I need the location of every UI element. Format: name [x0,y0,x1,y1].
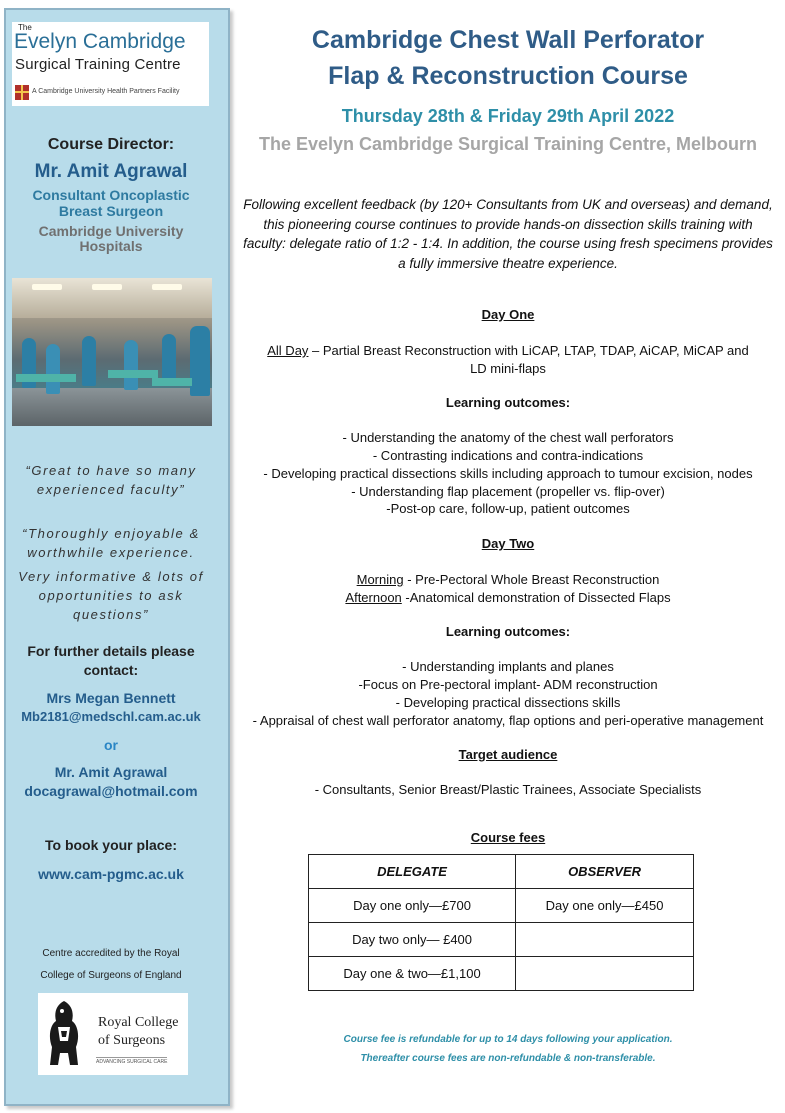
day-one-all-day [236,342,780,360]
title-line-1: Cambridge Chest Wall Perforator [311,26,705,54]
course-director-heading: Course Director: [47,136,175,153]
evelyn-cambridge-logo [12,22,209,106]
contact1-name: Mrs Megan Bennett [46,690,176,706]
day-one-all-day-cont: LD mini-flaps [470,361,546,376]
delegate-header: DELEGATE [309,855,516,889]
fee-cell: Day one only—£700 [309,889,516,923]
target-audience-heading: Target audience [458,747,558,762]
course-fees-table [308,854,694,991]
page-title [236,22,780,94]
contact-or: or [104,737,118,753]
logo-tagline: A Cambridge University Health Partners Facility [32,88,180,95]
day-two-afternoon [236,589,780,607]
refund-footnote-line-1: Course fee is refundable for up to 14 days following your application. [343,1034,673,1045]
booking-heading: To book your place: [45,837,177,853]
booking-url-link[interactable]: www.cam-pgmc.ac.uk [38,866,184,882]
crest-icon [15,85,29,100]
observer-header: OBSERVER [516,855,694,889]
all-day-label: All Day [267,343,309,358]
testimonial-quote-1: “Great to have so many experienced faculty” [25,463,197,497]
day-two-outcome: -Focus on Pre-pectoral implant- ADM reconstruction [358,677,658,692]
griffin-crest-icon [44,997,84,1069]
day-one-outcomes-heading: Learning outcomes: [445,395,571,410]
target-audience-text: - Consultants, Senior Breast/Plastic Trainees, Associate Specialists [314,782,702,797]
rcs-name-line-1: Royal College [98,1015,179,1030]
logo-subtitle: Surgical Training Centre [15,56,181,73]
rcs-name-line-2: of Surgeons [98,1033,166,1048]
accreditation-text [0,943,222,987]
morning-label: Morning [356,572,404,587]
operating-theatre-photo [12,278,212,426]
contact2-name: Mr. Amit Agrawal [54,764,168,780]
day-two-heading: Day Two [481,536,535,551]
day-one-outcome: - Contrasting indications and contra-indications [372,448,644,463]
accreditation-line-1: Centre accredited by the Royal [42,948,180,959]
day-two-outcome: - Understanding implants and planes [402,659,614,674]
day-two-outcomes-heading: Learning outcomes: [445,624,571,639]
testimonial-quote-2a: “Thoroughly enjoyable & worthwhile experience. [22,526,200,560]
day-one-outcome: - Understanding the anatomy of the chest wall perforators [342,430,674,445]
rcs-tagline: ADVANCING SURGICAL CARE [96,1059,168,1065]
title-line-2: Flap & Reconstruction Course [328,62,688,90]
fee-cell [516,923,694,957]
fee-cell [516,957,694,991]
refund-footnote [236,1030,780,1068]
table-header-row [309,855,694,889]
table-row [309,957,694,991]
table-row [309,923,694,957]
course-director-hospital: Cambridge University Hospitals [38,223,184,254]
refund-footnote-line-2: Thereafter course fees are non-refundable & non-transferable. [360,1053,656,1064]
course-fees-heading: Course fees [470,830,546,845]
day-one-outcome: - Developing practical dissections skills including approach to tumour excision, nodes [263,466,753,481]
logo-the: The [18,23,32,32]
course-director-name: Mr. Amit Agrawal [34,161,188,182]
table-row [309,889,694,923]
fee-cell: Day one & two—£1,100 [309,957,516,991]
course-director-role: Consultant Oncoplastic Breast Surgeon [32,187,190,219]
day-two-outcome: - Developing practical dissections skills [395,695,621,710]
testimonial-quote-2b: Very informative & lots of opportunities to ask questions” [18,569,204,622]
day-one-outcome: - Understanding flap placement (propeller vs. flip-over) [351,484,665,499]
course-venue: The Evelyn Cambridge Surgical Training Centre, Melbourn [258,134,758,154]
accreditation-line-2: College of Surgeons of England [40,970,182,981]
day-two-morning [236,571,780,589]
royal-college-of-surgeons-logo [38,993,188,1075]
morning-text: - Pre-Pectoral Whole Breast Reconstruction [403,572,660,587]
contact2-email[interactable]: docagrawal@hotmail.com [24,783,198,799]
course-dates: Thursday 28th & Friday 29th April 2022 [341,106,675,126]
contact-heading: For further details please contact: [27,643,195,678]
day-one-heading: Day One [481,307,535,322]
intro-paragraph: Following excellent feedback (by 120+ Consultants from UK and overseas) and demand, this pioneering course continues to provide hands-on dissection skills training with faculty: delegate ratio of 1:2 - 1:4. In addition, the course using fresh specimens provides a fully immersive theatre experience. [243,197,773,271]
logo-name: Evelyn Cambridge [14,30,186,53]
all-day-text: – Partial Breast Reconstruction with LiCAP, LTAP, TDAP, AiCAP, MiCAP and [308,343,749,358]
day-one-outcome: -Post-op care, follow-up, patient outcomes [386,501,630,516]
day-two-outcome: - Appraisal of chest wall perforator anatomy, flap options and peri-operative management [252,713,764,728]
afternoon-text: -Anatomical demonstration of Dissected Flaps [401,590,671,605]
fee-cell: Day two only— £400 [309,923,516,957]
fee-cell: Day one only—£450 [516,889,694,923]
contact1-email[interactable]: Mb2181@medschl.cam.ac.uk [21,709,201,724]
afternoon-label: Afternoon [345,590,402,605]
